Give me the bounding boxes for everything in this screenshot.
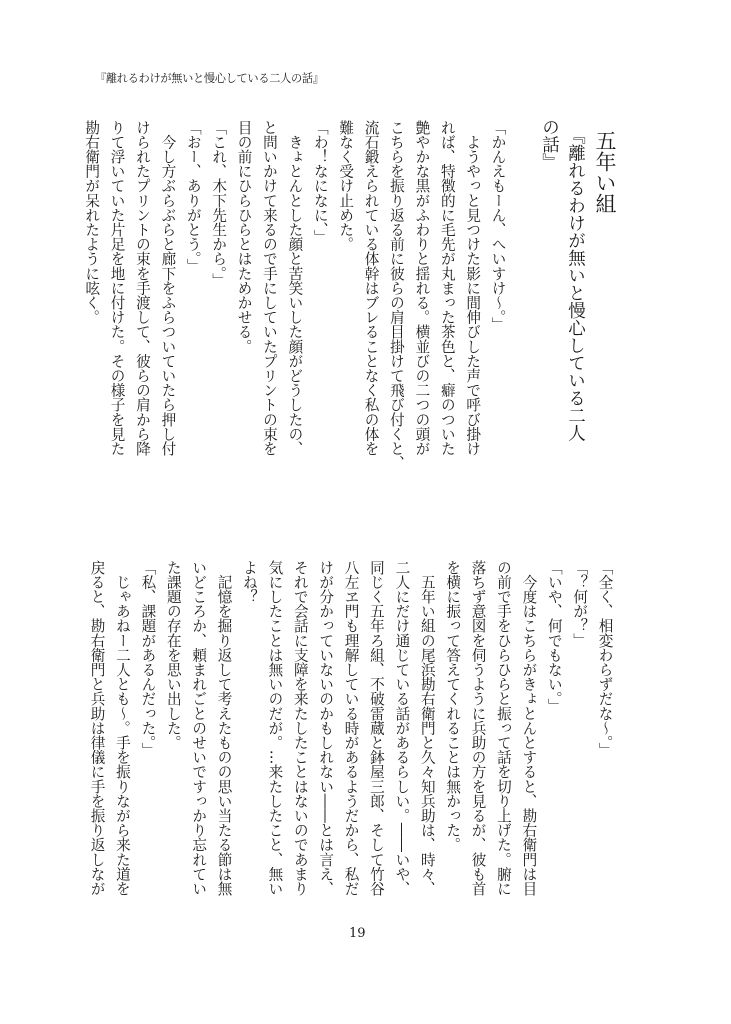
running-head: 『離れるわけが無いと慢心している二人の話』: [95, 72, 324, 85]
text-column: りて浮いていた片足を地に付けた。その様子を見た: [108, 120, 126, 456]
text-column: 二人にだけ通じている話があるらしい。――いや、: [393, 560, 411, 896]
text-column: 記憶を掘り返して考えたものの思い当たる節は無: [215, 560, 233, 896]
chapter-title: 五年い組: [593, 130, 617, 214]
text-column: 気にしたことは無いのだが。…来たしたこと、無い: [266, 560, 284, 896]
text-column: 同じく五年ろ組、不破雷蔵と鉢屋三郎、そして竹谷: [367, 560, 385, 896]
story-title-line: 『離れるわけが無いと慢心している二人: [565, 118, 586, 442]
text-column: けが分かっていないのかもしれない――とは言え、: [317, 560, 335, 896]
text-column: た課題の存在を思い出した。: [164, 560, 182, 750]
text-column: 八左ヱ門も理解している時があるようだから、私だ: [342, 560, 360, 896]
text-column: 「かんえもーん、へいすけ～。」: [489, 120, 507, 332]
text-column: の前で手をひらひらと振って話を切り上げた。腑に: [494, 560, 512, 896]
text-column: きょとんとした顔と苦笑いした顔がどうしたの、: [286, 120, 304, 456]
story-title-line: の話』: [539, 118, 560, 171]
text-column: 五年い組の尾浜勘右衛門と久々知兵助は、時々、: [418, 560, 436, 896]
text-column: 「いや、何でもない。」: [545, 560, 563, 714]
text-column: 「私、課題があるんだった。」: [139, 560, 157, 758]
text-column: それで会話に支障を来たしたことはないのであまり: [291, 560, 309, 896]
text-column: 今度はこちらがきょとんとすると、勘右衛門は目: [520, 560, 538, 896]
text-column: 「おー、ありがとう。」: [184, 120, 202, 274]
text-column: 「これ、木下先生から。」: [210, 120, 228, 288]
text-column: 艶やかな黒がふわりと揺れる。横並びの二つの頭が: [413, 120, 431, 456]
page-number: 19: [349, 926, 366, 941]
text-column: を横に振って答えてくれることは無かった。: [444, 560, 462, 852]
text-column: 戻ると、勘右衛門と兵助は律儀に手を振り返しなが: [88, 560, 106, 896]
text-column: 「わ！なになに、」: [311, 120, 329, 245]
text-column: 落ちず意図を伺うように兵助の方を見るが、彼も首: [469, 560, 487, 896]
text-column: じゃあねー二人とも～。手を振りながら来た道を: [113, 560, 131, 896]
text-column: 今し方ぶらぶらと廊下をふらついていたら押し付: [159, 120, 177, 456]
text-column: けられたプリントの束を手渡して、彼らの肩から降: [133, 120, 151, 456]
text-column: と問いかけて来るので手にしていたプリントの束を: [260, 120, 278, 456]
text-column: いどころか、頼まれごとのせいですっかり忘れてい: [190, 560, 208, 896]
text-column: 流石鍛えられている体幹はブレることなく私の体を: [362, 120, 380, 456]
text-column: 目の前にひらひらとはためかせる。: [235, 120, 253, 354]
text-column: こちらを振り返る前に彼らの肩目掛けて飛び付くと、: [387, 120, 405, 471]
text-column: 勘右衛門が呆れたように呟く。: [83, 120, 101, 325]
text-column: ようやっと見つけた影に間伸びした声で呼び掛け: [464, 120, 482, 456]
text-column: 難なく受け止めた。: [337, 120, 355, 252]
text-column: よね？: [240, 560, 258, 604]
text-column: れば、特徴的に毛先が丸まった茶色と、癖のついた: [438, 120, 456, 456]
text-column: 「？何が？」: [571, 560, 589, 648]
text-column: 「全く、相変わらずだな～。」: [596, 560, 614, 758]
